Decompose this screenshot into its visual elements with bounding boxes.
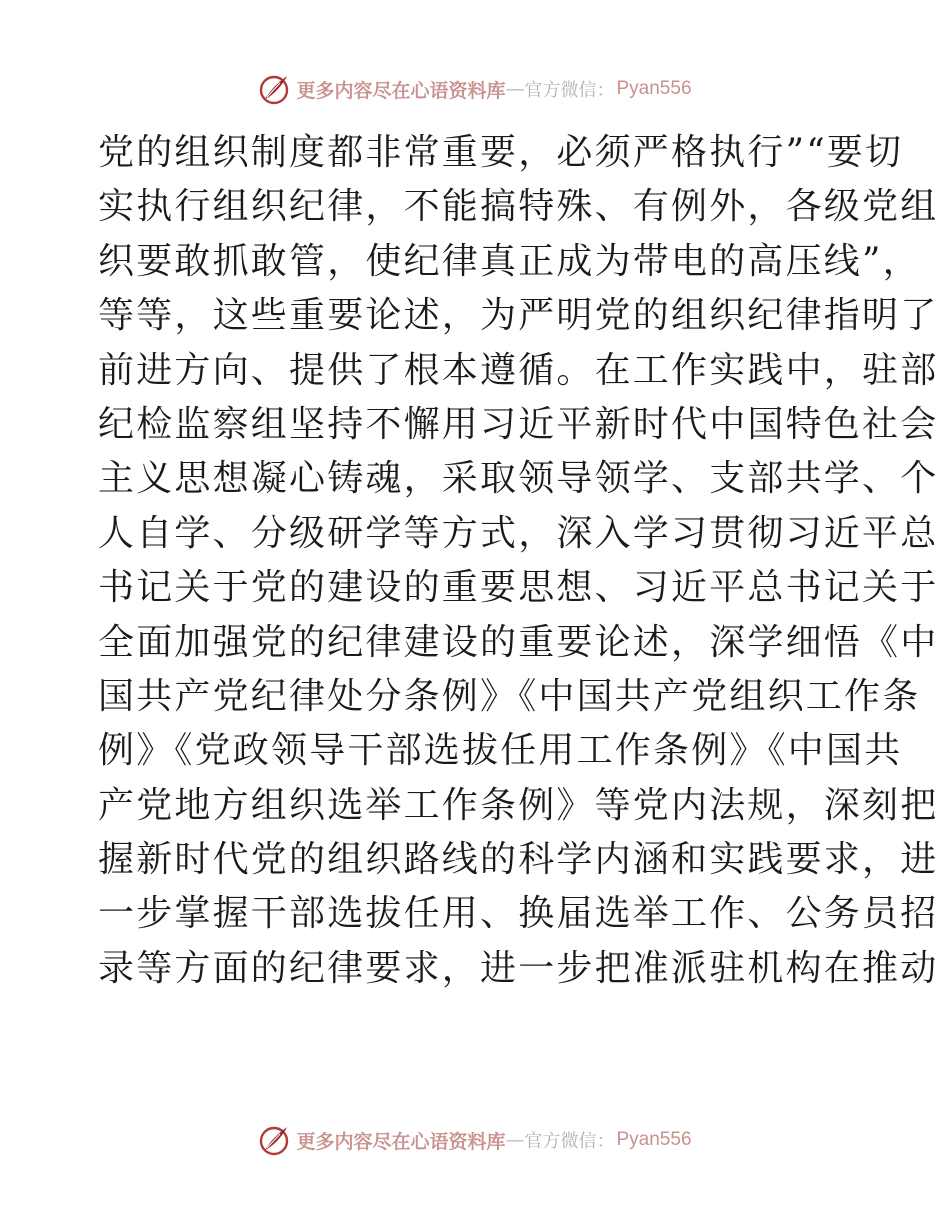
watermark-official-label: 官方微信：: [524, 1131, 615, 1152]
body-line: 主义思想凝心铸魂，采取领导领学、支部共学、个: [98, 458, 939, 500]
watermark-dash: —: [505, 78, 525, 100]
feather-pen-logo-icon: [258, 1124, 290, 1156]
footer-watermark: [0, 1122, 950, 1158]
body-line: 录等方面的纪律要求，进一步把准派驻机构在推动: [98, 947, 939, 989]
body-line: 实执行组织纪律，不能搞特殊、有例外，各级党组: [98, 186, 939, 228]
body-line: 产党地方组织选举工作条例》等党内法规，深刻把: [98, 784, 939, 826]
watermark-main-text: 更多内容尽在心语资料库: [296, 79, 506, 102]
body-line: 例》《党政领导干部选拔任用工作条例》《中国共: [98, 730, 903, 772]
body-line: 一步掌握干部选拔任用、换届选举工作、公务员招: [98, 893, 939, 935]
header-watermark: [0, 71, 950, 107]
watermark-official-label: 官方微信：: [524, 80, 615, 101]
feather-pen-logo-icon: [258, 73, 290, 105]
body-line: 党的组织制度都非常重要，必须严格执行”“要切: [98, 132, 904, 173]
body-line: 人自学、分级研学等方式，深入学习贯彻习近平总: [98, 512, 939, 554]
body-line: 握新时代党的组织路线的科学内涵和实践要求，进: [98, 839, 939, 881]
watermark-wechat-id: Pyan556: [616, 78, 692, 99]
body-line: 纪检监察组坚持不懈用习近平新时代中国特色社会: [98, 403, 939, 445]
body-line: 前进方向、提供了根本遵循。在工作实践中，驻部: [98, 349, 939, 391]
body-line: 织要敢抓敢管，使纪律真正成为带电的高压线”，: [98, 240, 921, 282]
body-line: 等等，这些重要论述，为严明党的组织纪律指明了: [98, 295, 939, 337]
watermark-wechat-id: Pyan556: [616, 1129, 692, 1150]
body-line: 国共产党纪律处分条例》《中国共产党组织工作条: [98, 675, 921, 717]
watermark-main-text: 更多内容尽在心语资料库: [296, 1130, 506, 1153]
body-line: 全面加强党的纪律建设的重要论述，深学细悟《中: [98, 621, 939, 663]
document-body: [98, 126, 939, 996]
watermark-dash: —: [505, 1129, 525, 1151]
body-line: 书记关于党的建设的重要思想、习近平总书记关于: [98, 567, 939, 609]
